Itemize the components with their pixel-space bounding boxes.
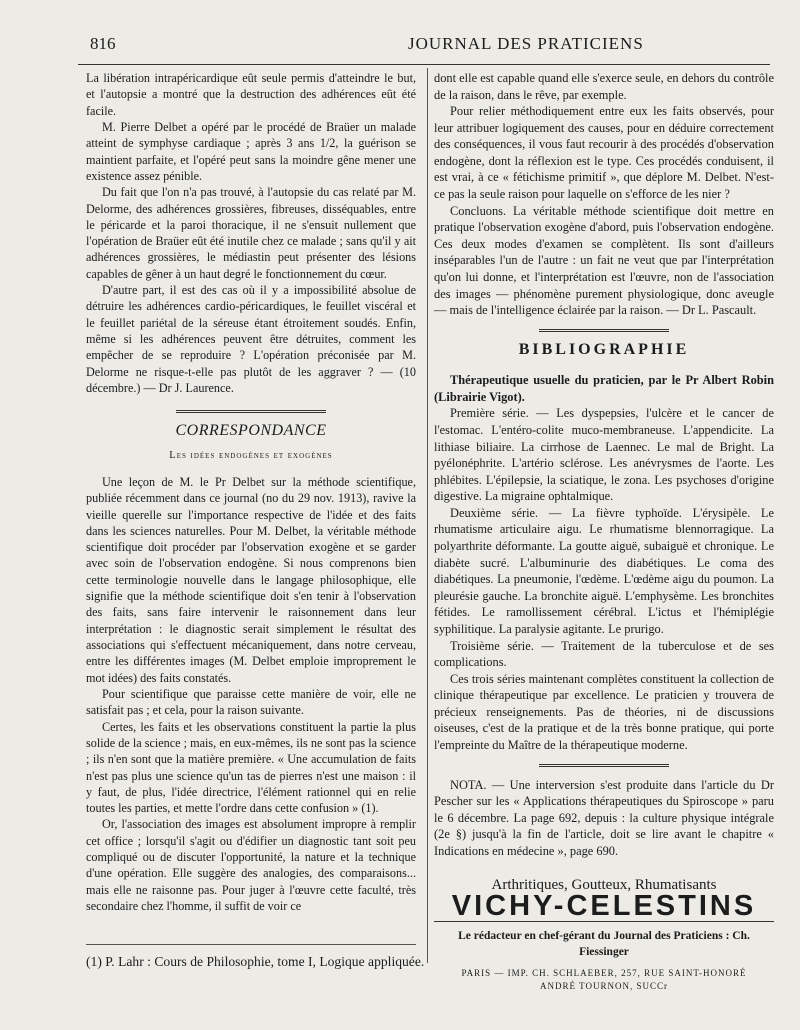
column-divider xyxy=(427,68,428,963)
printer-address: PARIS — IMP. CH. SCHLAEBER, 257, RUE SAINT-HONORÉ xyxy=(461,967,747,978)
left-column xyxy=(86,70,416,914)
page-number: 816 xyxy=(90,34,116,53)
printer-line xyxy=(434,967,774,993)
paragraph: Pour relier méthodiquement entre eux les faits observés, pour leur attribuer logiquement des causes, pour en déduire correctement des conséquences, il vous faut recourir à des procédés d'observation endogène, dont la réflexion est le type. Ces procédés conduisent, il est vrai, à ce « fétichisme primitif », que déplore M. Delbet. N'est-ce pas la seule raison pour laquelle on s'efforce de les nier ? xyxy=(434,104,774,202)
paragraph: D'autre part, il est des cas où il y a impossibilité absolue de détruire les adhérences cardio-péricardiques, le feuillet viscéral et le feuillet pariétal de la séreuse étant étroitement soudés. Enfin, même si les adhérences peuvent être détruites, comment les empêcher de se reproduire ? L'opération préconisée par M. Delorme ne risque-t-elle pas plutôt de les aggraver ? — (10 décembre.) — Dr J. Laurence. xyxy=(86,283,416,395)
section-separator xyxy=(176,410,326,413)
bibliography-title: BIBLIOGRAPHIE xyxy=(518,340,690,358)
section-subtitle: Les idées endogènes et exogènes xyxy=(169,449,333,461)
section-separator xyxy=(539,764,669,767)
journal-title: JOURNAL DES PRATICIENS xyxy=(408,34,644,53)
paragraph: M. Pierre Delbet a opéré par le procédé de Braüer un malade atteint de symphyse cardiaque ; après 3 ans 1/2, la guérison se maintient parfaite, et l'opéré peut sans la moindre gêne mener une existence assez pénible. xyxy=(86,119,416,183)
advertisement-brand: VICHY-CELESTINS xyxy=(451,890,757,923)
right-column xyxy=(434,70,774,993)
footnote: (1) P. Lahr : Cours de Philosophie, tome I, Logique appliquée. xyxy=(86,954,425,969)
bibliography-paragraph: Troisième série. — Traitement de la tuberculose et de ses complications. xyxy=(434,638,774,670)
section-separator xyxy=(539,329,669,332)
header-rule xyxy=(78,64,770,65)
paragraph: Concluons. La véritable méthode scientifique doit mettre en pratique l'observation exogène d'abord, puis l'observation endogène. Ces deux modes d'examen se complètent. Ils sont d'ailleurs inséparables l'un de l'autre : un fait ne veut que par l'interprétation qu'on lui donne, et l'interprétation est l'œuvre, non de l'association des images — phénomène purement physiologique, donc aveugle — mais de l'intelligence éclairée par la raison. — Dr L. Pascault. xyxy=(434,203,774,318)
paragraph: Une leçon de M. le Pr Delbet sur la méthode scientifique, publiée récemment dans ce journal (no du 29 nov. 1913), ravive la vieille querelle sur l'importance respective de l'idée et des faits dans les sciences naturelles. Pour M. Delbet, la véritable méthode scientifique doit procéder par l'observation exogène et se garder avec soin de l'observation endogène. Si nous comprenons bien cette terminologie nouvelle dans le langage philosophique, elle signifie que la méthode scientifique doit s'en tenir à l'observation des faits, sans faire intervenir le raisonnement dans leur interprétation : le diagnostic serait simplement le résultat des associations qui s'effectuent mécaniquement, dans notre cerveau, entre les différentes images (M. Delbet emploie improprement le mot idées) des faits constatés. xyxy=(86,474,416,685)
bibliography-entry: Thérapeutique usuelle du praticien, par le Pr Albert Robin (Librairie Vigot). xyxy=(434,373,774,404)
page-header xyxy=(78,34,770,64)
paragraph: Pour scientifique que paraisse cette manière de voir, elle ne satisfait pas ; et cela, pour la raison suivante. xyxy=(86,686,416,718)
paragraph: dont elle est capable quand elle s'exerce seule, en dehors du contrôle de la raison, dans le rêve, par exemple. xyxy=(434,71,774,102)
editor-credit: Le rédacteur en chef-gérant du Journal des Praticiens : Ch. Fiessinger xyxy=(458,929,750,959)
nota-paragraph: NOTA. — Une interversion s'est produite dans l'article du Dr Pescher sur les « Applications thérapeutiques du Spiroscope » paru le 6 décembre. La page 692, depuis : la culture physique intégrale (2e §) jusqu'à la fin de l'article, doit se lire avant le chapitre « Indications en médecine », page 690. xyxy=(434,777,774,858)
section-title: CORRESPONDANCE xyxy=(175,422,327,440)
advertisement-tagline: Arthritiques, Goutteux, Rhumatisants xyxy=(491,877,717,894)
paragraph: Certes, les faits et les observations constituent la partie la plus solide de la science ; mais, en eux-mêmes, ils ne sont pas la science ; ils n'en sont que la matière première. « Une accumulation de faits n'est pas plus une science qu'un tas de pierres n'est une maison : il y faut, de plus, l'idée directrice, l'élément rationnel qui en relie toutes les parties, et mette l'ordre dans cette confusion » (1). xyxy=(86,719,416,816)
paragraph: Or, l'association des images est absolument impropre à remplir cet office ; lorsqu'il s'agit ou d'édifier un diagnostic tant soit peu compliqué ou de discuter l'opportunité, la nature et la technique d'une opération. Elle suggère des analogies, des comparaisons... mais elle ne raisonne pas. Pour juger à l'œuvre cette faculté, très secondaire chez l'homme, il suffit de voir ce xyxy=(86,817,416,913)
printer-successor: ANDRÉ TOURNON, SUCCr xyxy=(540,980,668,991)
bibliography-paragraph: Première série. — Les dyspepsies, l'ulcère et le cancer de l'estomac. L'entéro-colite muco-membraneuse. L'appendicite. La lithiase biliaire. La cirrhose de Laennec. Le mal de Bright. La pyélonéphrite. L'artério sclérose. Les anévrysmes de l'aorte. Les phlébites. L'épilepsie, la sciatique, le zona. Les psychoses d'origine digestive. La migraine ophtalmique. xyxy=(434,406,774,504)
footnote-rule xyxy=(86,944,416,945)
paragraph: La libération intrapéricardique eût seule permis d'atteindre le but, et l'autopsie a montré que la destruction des adhérences eût été facile. xyxy=(86,71,416,118)
bibliography-paragraph: Ces trois séries maintenant complètes constituent la collection de clinique thérapeutique par excellence. Le praticien y trouvera de précieux renseignements. Pas de théories, ni de discussions oiseuses, c'est de la pratique et de la très bonne pratique, qui porte l'empreinte du Maître de la thérapeutique moderne. xyxy=(434,671,774,752)
bibliography-paragraph: Deuxième série. — La fièvre typhoïde. L'érysipèle. Le rhumatisme articulaire aigu. Le rhumatisme blennorragique. La polyarthrite déformante. La goutte aiguë, subaiguë et chronique. Le diabète sucré. L'albuminurie des diabétiques. Le coma des diabétiques. La pneumonie, l'œdème. L'œdème aigu du poumon. La pleurésie gauche. La bronchite aiguë. L'emphysème. Les bronchites fétides. Le ramollissement cérébral. L'ictus et l'hémiplégie syphilitique. La paralysie agitante. Le prurigo. xyxy=(434,505,774,636)
paragraph: Du fait que l'on n'a pas trouvé, à l'autopsie du cas relaté par M. Delorme, des adhérences grossières, fibreuses, disséquables, entre le péricarde et la paroi thoracique, il ne s'ensuit nullement que l'opération de Braüer eût été inutile chez ce malade ; sans qu'il y ait adhérences grossières, le médiastin peut présenter des lésions capables de gêner à un haut degré le fonctionnement du cœur. xyxy=(86,185,416,281)
